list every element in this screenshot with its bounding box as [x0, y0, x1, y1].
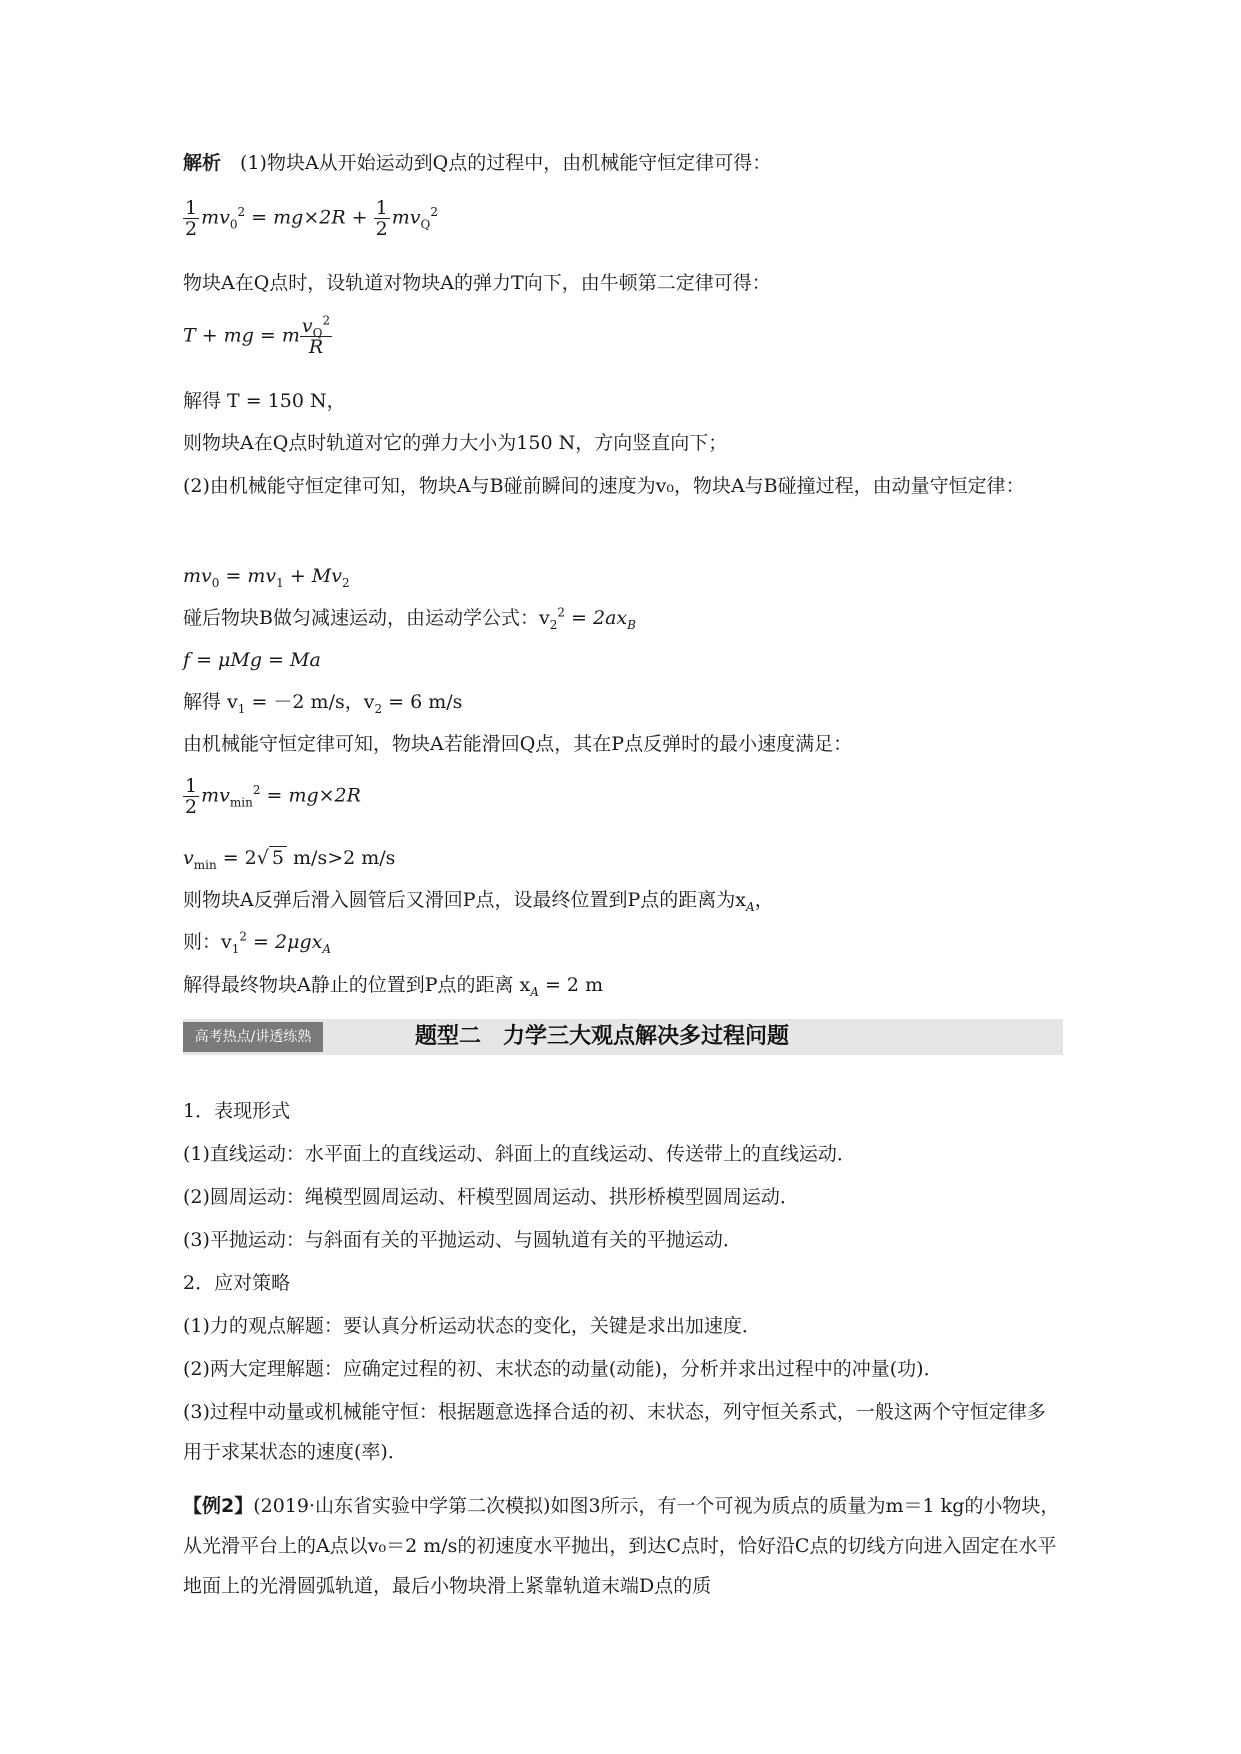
newton-equation: T + mg = m $\frac{v_Q^2}{R}$ [183, 313, 331, 358]
force-setup: 物块A在Q点时，设轨道对物块A的弹力T向下，由牛顿第二定律可得： [183, 272, 771, 294]
section1-item3: (3)平抛运动：与斜面有关的平抛运动、与圆轨道有关的平抛运动． [183, 1229, 742, 1251]
vmin-result: $v_{min} = 2√$ 5 m/s>2 m/s [183, 847, 396, 872]
solution-label: 解析 [183, 152, 222, 174]
distance-equation: 则：$v_1^2 = 2\mu gx_A$ [183, 929, 332, 956]
solution-intro-line [183, 150, 1063, 176]
document-page [183, 0, 1063, 1754]
banner-title: 题型二 力学三大观点解决多过程问题 [415, 1024, 790, 1049]
solution-intro: (1)物块A从开始运动到Q点的过程中，由机械能守恒定律可得： [240, 152, 772, 174]
result-velocities: 解得 $v_1 = -2$ m/s，$v_2 = 6$ m/s [183, 691, 463, 716]
result-t: 解得 T = 150 N， [183, 390, 346, 412]
section1-heading: 1．表现形式 [183, 1100, 291, 1122]
final-result: 解得最终物块A静止的位置到P点的距离 $x_A = 2$ m [183, 974, 604, 999]
section2-item1: (1)力的观点解题：要认真分析运动状态的变化，关键是求出加速度． [183, 1315, 761, 1337]
section2-item2: (2)两大定理解题：应确定过程的初、末状态的动量(动能)，分析并求出过程中的冲量(功)． [183, 1358, 943, 1380]
momentum-equation: $mv_0 = mv_1 + Mv_2$ [183, 565, 350, 590]
return-text: 由机械能守恒定律可知，物块A若能滑回Q点，其在P点反弹时的最小速度满足： [183, 733, 853, 755]
min-speed-equation: $\frac{1}{2}$ $mv_{min}^2 = mg\times 2R$ [185, 775, 361, 818]
example-tag: 【例2】 [183, 1495, 254, 1517]
section2-heading: 2．应对策略 [183, 1272, 291, 1294]
example-text: (2019·山东省实验中学第二次模拟)如图3所示，有一个可视为质点的质量为m＝1 kg的小物块，从光滑平台上的A点以v₀＝2 m/s的初速度水平抛出，到达C点时，恰好沿C点的切线方向进入固定在水平地面上的光滑圆弧轨道，最后小物块滑上紧靠轨道末端D点的质 [183, 1495, 1060, 1597]
section2-item3: (3)过程中动量或机械能守恒：根据题意选择合适的初、末状态，列守恒关系式，一般这两个守恒定律多用于求某状态的速度(率)． [183, 1401, 1046, 1463]
friction-equation: f = μMg = Ma [183, 649, 321, 671]
energy-equation: $\frac{1}{2}$ $mv_0^2 = mg\times 2R$ + $\frac{1}{2}$ $mv_Q^2$ [185, 197, 438, 240]
section1-item1: (1)直线运动：水平面上的直线运动、斜面上的直线运动、传送带上的直线运动． [183, 1143, 856, 1165]
example-block [183, 1486, 1063, 1606]
part2-text: (2)由机械能守恒定律可知，物块A与B碰前瞬间的速度为v₀，物块A与B碰撞过程，由动量守恒定律： [183, 475, 1025, 497]
conclusion-1: 则物块A在Q点时轨道对它的弹力大小为150 N，方向竖直向下； [183, 432, 728, 454]
distance-setup: 则物块A反弹后滑入圆管后又滑回P点，设最终位置到P点的距离为$x_A$， [183, 889, 774, 914]
section1-item2: (2)圆周运动：绳模型圆周运动、杆模型圆周运动、拱形桥模型圆周运动． [183, 1186, 799, 1208]
banner-tag: 高考热点/讲透练熟 [183, 1022, 323, 1052]
decel-text: 碰后物块B做匀减速运动，由运动学公式：$v_2^2 = 2ax_B$ [183, 605, 636, 632]
section-banner [183, 1019, 1063, 1055]
